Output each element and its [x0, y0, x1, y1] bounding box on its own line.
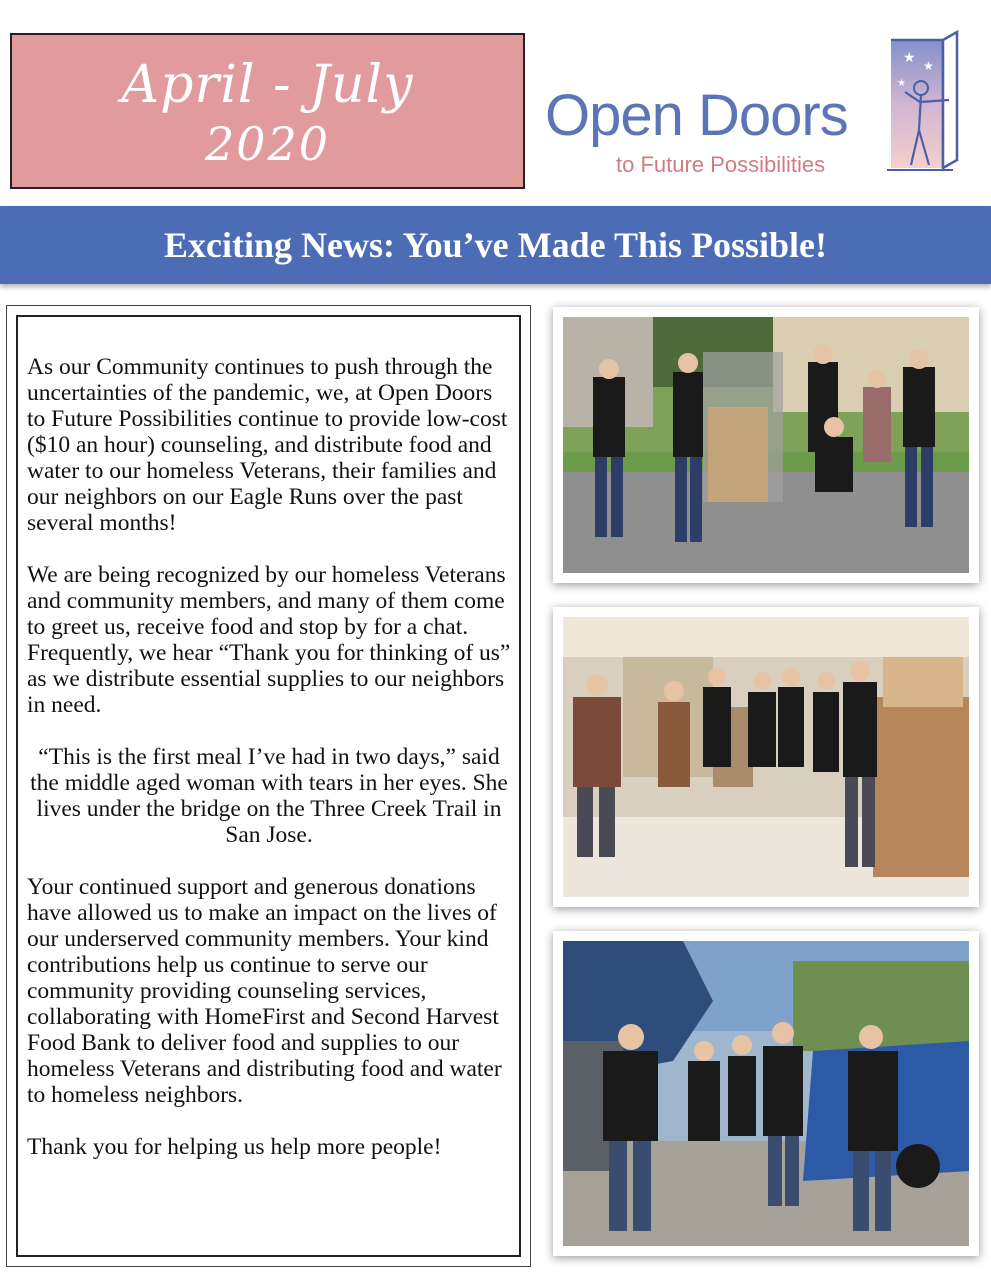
open-doors-logo [545, 30, 975, 190]
date-year: 2020 [204, 117, 331, 171]
article-quote: “This is the first meal I’ve had in two days,” said the middle aged woman with tears in her eyes. She lives under the bridge on the Three Creek Trail in San Jose. [30, 744, 508, 848]
logo-name: Open Doors [545, 83, 848, 148]
photo-volunteers-parking-lot [553, 931, 979, 1256]
svg-text:★: ★ [923, 59, 934, 73]
photo-volunteers-indoor-image [563, 617, 969, 897]
photo-volunteers-parking-lot-image [563, 941, 969, 1246]
photo-volunteers-outdoor-image [563, 317, 969, 573]
article-box [6, 305, 531, 1267]
article-paragraph-2: We are being recognized by our homeless Veterans and community members, and many of them come to greet us, receive food and stop by for a chat. Frequently, we hear “Thank you for thinking of us” as we distribute essential supplies to our neighbors in need. [27, 562, 511, 718]
headline-banner: Exciting News: You’ve Made This Possible! [0, 206, 991, 284]
date-range: April - July [121, 55, 414, 115]
svg-text:★: ★ [897, 78, 906, 89]
door-figure-icon [883, 30, 963, 180]
article-closing: Thank you for helping us help more people! [27, 1134, 442, 1160]
article-paragraph-4: Your continued support and generous donations have allowed us to make an impact on the lives of our underserved community members. Your kind contributions help us continue to serve our community providing counseling services, collaborating with HomeFirst and Second Harvest Food Bank to deliver food and supplies to our homeless Veterans and distributing food and water to homeless neighbors. [27, 874, 502, 1108]
article-paragraph-1: As our Community continues to push through the uncertainties of the pandemic, we, at Open Doors to Future Possibilities continue to provide low-cost ($10 an hour) counseling, and distribute food and water to our homeless Veterans, their families and our neighbors on our Eagle Runs over the past several months! [27, 354, 508, 536]
logo-tagline: to Future Possibilities [616, 152, 826, 177]
photo-volunteers-outdoor [553, 307, 979, 583]
date-box [10, 33, 525, 189]
svg-text:★: ★ [903, 50, 916, 66]
article-text [16, 315, 521, 1257]
photo-volunteers-indoor [553, 607, 979, 907]
